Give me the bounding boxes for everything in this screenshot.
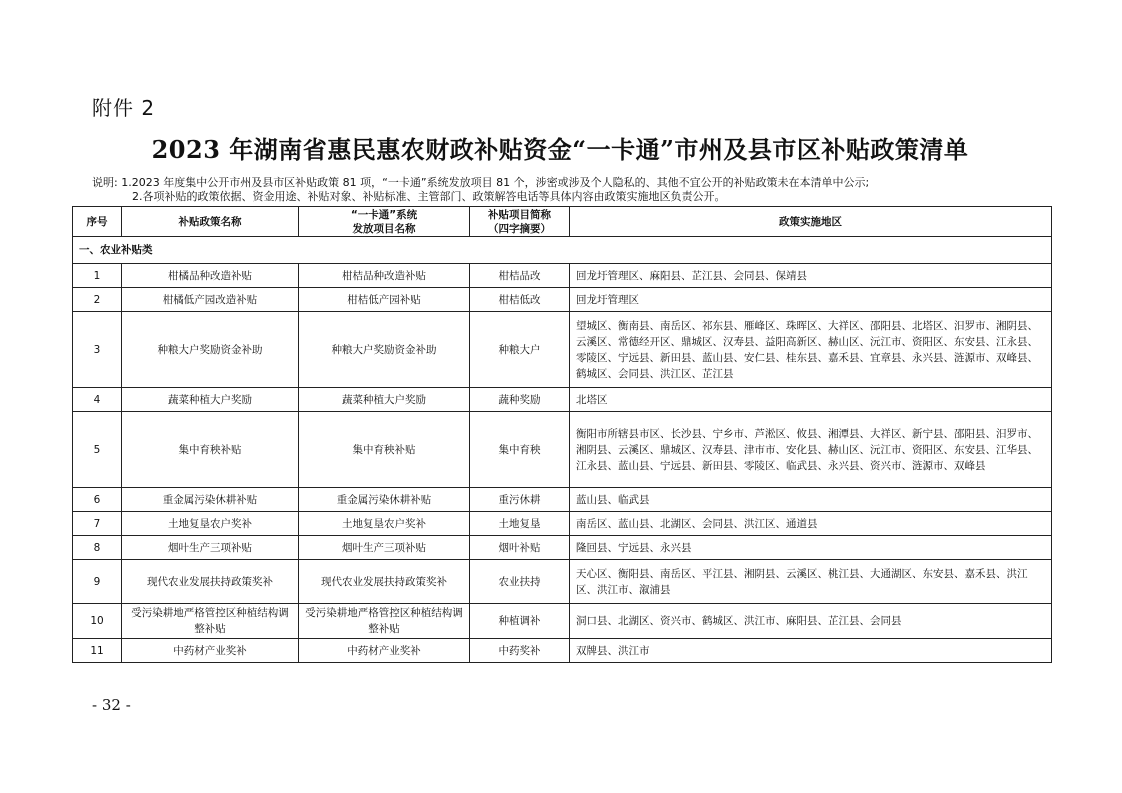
cell-abbr: 烟叶补贴: [470, 536, 570, 560]
cell-system: 柑桔低产园补贴: [299, 288, 470, 312]
table-row: [73, 536, 1052, 560]
table-row: [73, 560, 1052, 604]
table-row: [73, 639, 1052, 663]
cell-no: 2: [73, 288, 122, 312]
table-row: [73, 604, 1052, 639]
header-policy: 补贴政策名称: [122, 207, 299, 237]
cell-abbr: 种植调补: [470, 604, 570, 639]
cell-system: 种粮大户奖励资金补助: [299, 312, 470, 388]
cell-region: 隆回县、宁远县、永兴县: [570, 536, 1052, 560]
category-row: [73, 237, 1052, 264]
table-row: [73, 412, 1052, 488]
table-row: [73, 264, 1052, 288]
header-system-line1: “一卡通”系统: [350, 208, 418, 221]
cell-policy: 柑橘低产园改造补贴: [122, 288, 299, 312]
cell-abbr: 集中育秧: [470, 412, 570, 488]
header-system-line2: 发放项目名称: [352, 222, 416, 235]
header-abbr-line1: 补贴项目简称: [488, 208, 551, 221]
cell-policy: 种粮大户奖励资金补助: [122, 312, 299, 388]
cell-policy: 受污染耕地严格管控区种植结构调整补贴: [122, 604, 299, 639]
cell-system: 中药材产业奖补: [299, 639, 470, 663]
note-line-2: 2.各项补贴的政策依据、资金用途、补贴对象、补贴标准、主管部门、政策解答电话等具体内容由政策实施地区负责公开。: [132, 190, 726, 203]
cell-no: 5: [73, 412, 122, 488]
cell-region: 双牌县、洪江市: [570, 639, 1052, 663]
header-system: [299, 207, 470, 237]
cell-region: 北塔区: [570, 388, 1052, 412]
policy-table: [72, 206, 1052, 663]
attachment-label: 附件 2: [92, 96, 156, 120]
cell-system: 重金属污染休耕补贴: [299, 488, 470, 512]
cell-region: 望城区、衡南县、南岳区、祁东县、雁峰区、珠晖区、大祥区、邵阳县、北塔区、汨罗市、湘阴县、云溪区、常德经开区、鼎城区、汉寿县、益阳高新区、赫山区、沅江市、资阳区、东安县、江永县、零陵区、宁远县、新田县、蓝山县、安仁县、桂东县、嘉禾县、宜章县、永兴县、涟源市、双峰县、鹤城区、会同县、洪江区、芷江县: [570, 312, 1052, 388]
table-row: [73, 312, 1052, 388]
table-row: [73, 512, 1052, 536]
cell-abbr: 土地复垦: [470, 512, 570, 536]
page-number: - 32 -: [92, 696, 131, 714]
cell-abbr: 种粮大户: [470, 312, 570, 388]
notes: [92, 176, 1052, 204]
cell-region: 蓝山县、临武县: [570, 488, 1052, 512]
table-header-row: [73, 207, 1052, 237]
cell-policy: 烟叶生产三项补贴: [122, 536, 299, 560]
cell-system: 烟叶生产三项补贴: [299, 536, 470, 560]
cell-policy: 重金属污染休耕补贴: [122, 488, 299, 512]
cell-no: 1: [73, 264, 122, 288]
note-line-1: 说明: 1.2023 年度集中公开市州及县市区补贴政策 81 项，“一卡通”系统发放项目 81 个，涉密或涉及个人隐私的、其他不宜公开的补贴政策未在本清单中公示;: [92, 176, 870, 189]
cell-abbr: 蔬种奖励: [470, 388, 570, 412]
cell-system: 柑桔品种改造补贴: [299, 264, 470, 288]
cell-policy: 蔬菜种植大户奖励: [122, 388, 299, 412]
cell-no: 9: [73, 560, 122, 604]
cell-region: 回龙圩管理区、麻阳县、芷江县、会同县、保靖县: [570, 264, 1052, 288]
cell-abbr: 中药奖补: [470, 639, 570, 663]
cell-policy: 土地复垦农户奖补: [122, 512, 299, 536]
cell-no: 6: [73, 488, 122, 512]
cell-no: 7: [73, 512, 122, 536]
cell-policy: 集中育秧补贴: [122, 412, 299, 488]
cell-no: 10: [73, 604, 122, 639]
category-label: 一、农业补贴类: [73, 237, 1052, 264]
cell-region: 回龙圩管理区: [570, 288, 1052, 312]
cell-abbr: 柑桔品改: [470, 264, 570, 288]
table-row: [73, 388, 1052, 412]
cell-policy: 柑橘品种改造补贴: [122, 264, 299, 288]
document-title: 2023 年湖南省惠民惠农财政补贴资金“一卡通”市州及县市区补贴政策清单: [151, 135, 969, 164]
cell-system: 土地复垦农户奖补: [299, 512, 470, 536]
cell-system: 受污染耕地严格管控区种植结构调整补贴: [299, 604, 470, 639]
table-row: [73, 288, 1052, 312]
header-abbr: [470, 207, 570, 237]
cell-no: 11: [73, 639, 122, 663]
cell-no: 8: [73, 536, 122, 560]
cell-region: 南岳区、蓝山县、北湖区、会同县、洪江区、通道县: [570, 512, 1052, 536]
cell-policy: 中药材产业奖补: [122, 639, 299, 663]
cell-system: 现代农业发展扶持政策奖补: [299, 560, 470, 604]
cell-no: 4: [73, 388, 122, 412]
cell-abbr: 农业扶持: [470, 560, 570, 604]
header-abbr-line2: （四字摘要）: [488, 222, 551, 235]
header-no: 序号: [73, 207, 122, 237]
cell-system: 集中育秧补贴: [299, 412, 470, 488]
cell-policy: 现代农业发展扶持政策奖补: [122, 560, 299, 604]
cell-abbr: 柑桔低改: [470, 288, 570, 312]
cell-abbr: 重污休耕: [470, 488, 570, 512]
header-region: 政策实施地区: [570, 207, 1052, 237]
cell-system: 蔬菜种植大户奖励: [299, 388, 470, 412]
cell-region: 衡阳市所辖县市区、长沙县、宁乡市、芦淞区、攸县、湘潭县、大祥区、新宁县、邵阳县、汨罗市、湘阴县、云溪区、鼎城区、汉寿县、津市市、安化县、赫山区、沅江市、资阳区、东安县、江华县、江永县、蓝山县、宁远县、新田县、零陵区、临武县、永兴县、资兴市、涟源市、双峰县: [570, 412, 1052, 488]
table-row: [73, 488, 1052, 512]
cell-region: 洞口县、北湖区、资兴市、鹤城区、洪江市、麻阳县、芷江县、会同县: [570, 604, 1052, 639]
cell-region: 天心区、衡阳县、南岳区、平江县、湘阴县、云溪区、桃江县、大通湖区、东安县、嘉禾县、洪江区、洪江市、溆浦县: [570, 560, 1052, 604]
cell-no: 3: [73, 312, 122, 388]
